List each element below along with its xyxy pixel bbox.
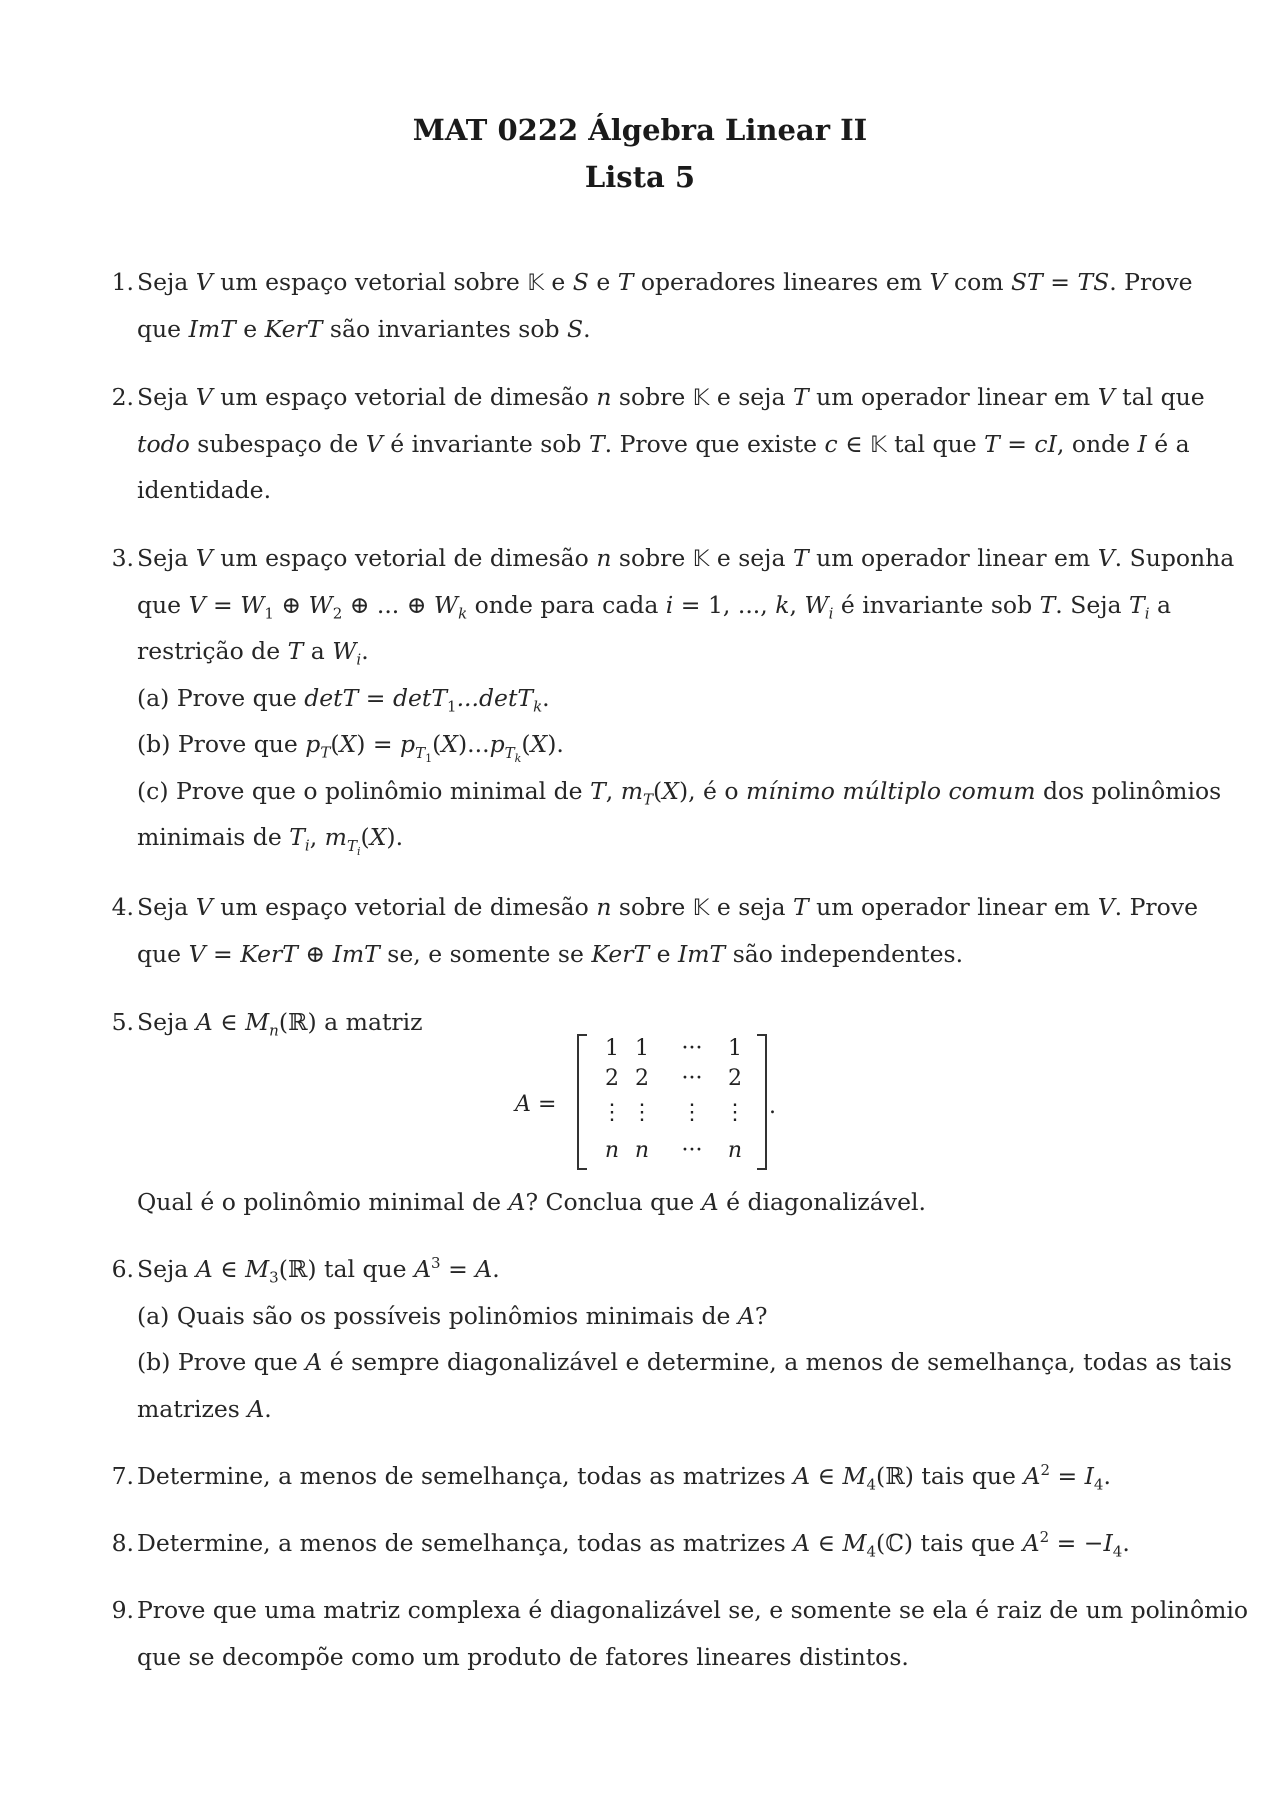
exercise-subitem-b: (b) Prove que $p_T(X) = p_{T_1}(X)...p_{T_k}(X)$. [137,730,564,765]
exercise-line: todo subespaço de V é invariante sob T. Prove que existe c ∈ 𝕂 tal que T = cI, onde I é a [137,430,1190,458]
matrix-cell: ⋮ [631,1100,653,1125]
exercise-line: que ImT e KerT são invariantes sob S. [137,315,591,343]
left-bracket [577,1034,587,1170]
exercise-number: 6. [111,1255,134,1283]
matrix-cell: 2 [728,1066,742,1091]
exercise-subitem-a: (a) Quais são os possíveis polinômios minimais de A? [137,1302,768,1330]
matrix-cell: n [634,1138,650,1163]
exercise-number: 2. [111,383,134,411]
matrix-display [505,1034,805,1174]
exercise-line: Seja A ∈ $M_n(ℝ)$ a matriz [137,1008,423,1040]
exercise-line: que $V = W_1$ ⊕ $W_2$ ⊕ ... ⊕ $W_k$ onde para cada i = 1, ..., k, $W_i$ é invariante sob T. Seja $T_i$ a [137,591,1171,623]
exercise-line: restrição de T a $W_i$. [137,637,369,669]
right-bracket [757,1034,767,1170]
exercise-number: 9. [111,1596,134,1624]
matrix-cell: n [604,1138,620,1163]
exercise-line: Prove que uma matriz complexa é diagonalizável se, e somente se ela é raiz de um polinômio [137,1596,1249,1624]
exercise-subitem-a: (a) Prove que detT = detT$_1$...detT$_k$. [137,684,550,716]
exercise-line: que V = KerT ⊕ ImT se, e somente se KerT e ImT são independentes. [137,940,964,968]
matrix-cell: ··· [681,1138,703,1163]
period: . [769,1094,776,1119]
exercise-subitem-b: (b) Prove que A é sempre diagonalizável e determine, a menos de semelhança, todas as tais [137,1348,1232,1376]
exercise-subitem-c: (c) Prove que o polinômio minimal de T, $m_T(X)$, é o mínimo múltiplo comum dos polinômios [137,777,1222,809]
exercise-number: 5. [111,1008,134,1036]
exercise-line: Determine, a menos de semelhança, todas as matrizes A ∈ $M_4(ℝ)$ tais que $A^2 = I_4$. [137,1461,1111,1494]
matrix-cell: ⋮ [601,1100,623,1125]
matrix-cell: ··· [681,1036,703,1061]
matrix-cell: ⋮ [681,1100,703,1125]
exercise-number: 7. [111,1462,134,1490]
exercise-line: Seja V um espaço vetorial sobre 𝕂 e S e T operadores lineares em V com ST = TS. Prove [137,268,1193,296]
exercise-line: identidade. [137,476,272,504]
exercise-number: 4. [111,893,134,921]
matrix-cell: 1 [605,1036,619,1061]
matrix-cell: n [727,1138,743,1163]
exercise-number: 3. [111,544,134,572]
exercise-number: 8. [111,1529,134,1557]
exercise-number: 1. [111,268,134,296]
exercise-line: Seja A ∈ $M_3(ℝ)$ tal que $A^3 = A$. [137,1254,500,1287]
matrix-cell: 1 [728,1036,742,1061]
exercise-line: Seja V um espaço vetorial de dimesão n sobre 𝕂 e seja T um operador linear em V. Suponha [137,544,1235,572]
exercise-line: Seja V um espaço vetorial de dimesão n sobre 𝕂 e seja T um operador linear em V. Prove [137,893,1198,921]
exercise-line: Determine, a menos de semelhança, todas as matrizes A ∈ $M_4(ℂ)$ tais que $A^2 = -I_4$. [137,1528,1130,1561]
page-subtitle: Lista 5 [584,160,696,194]
matrix-cell: 2 [635,1066,649,1091]
matrix-cell: ⋮ [724,1100,746,1125]
exercise-line: minimais de $T_i$, $m_{T_i}(X)$. [137,823,404,858]
page-title: MAT 0222 Álgebra Linear II [412,113,868,147]
exercise-line: Seja V um espaço vetorial de dimesão n sobre 𝕂 e seja T um operador linear em V tal que [137,383,1205,411]
equals-sign: = [538,1092,557,1117]
matrix-cell: 2 [605,1066,619,1091]
exercise-line: matrizes A. [137,1395,272,1423]
matrix-cell: ··· [681,1066,703,1091]
matrix-cell: 1 [635,1036,649,1061]
exercise-line: que se decompõe como um produto de fatores lineares distintos. [137,1643,909,1671]
exercise-line: Qual é o polinômio minimal de A? Conclua que A é diagonalizável. [137,1188,926,1216]
matrix-label: A [515,1092,531,1117]
